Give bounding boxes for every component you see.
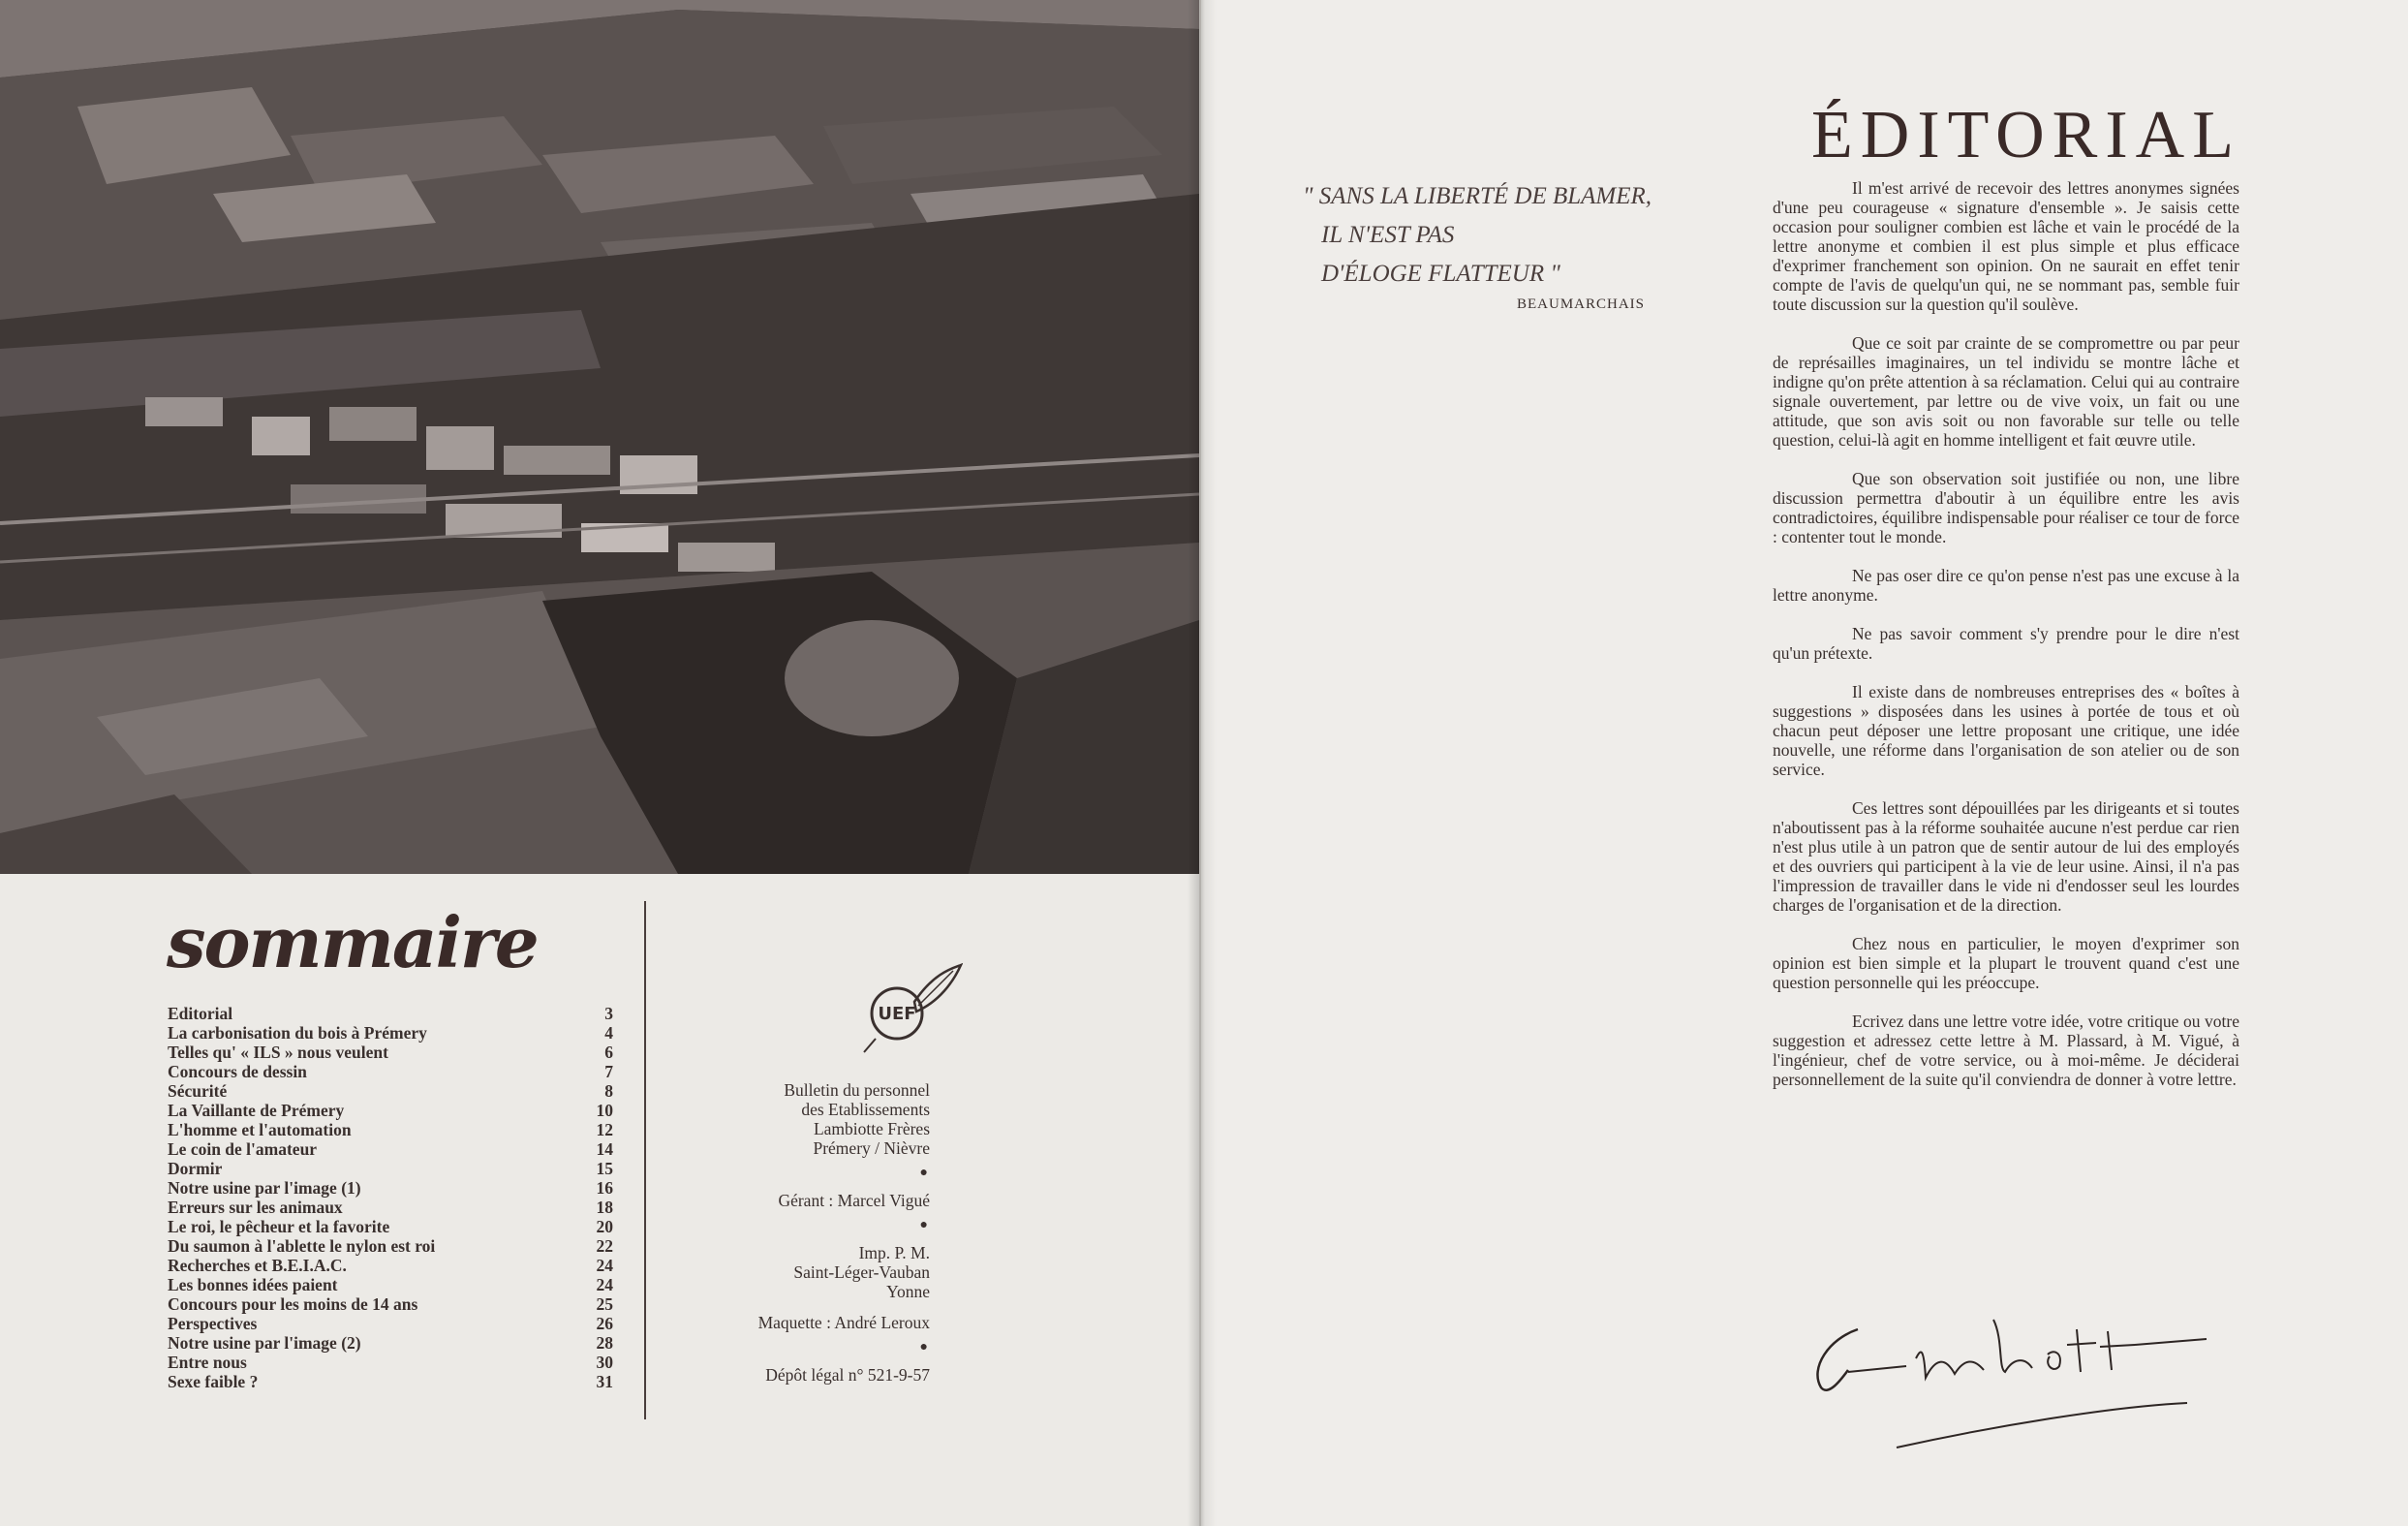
toc-item[interactable] [168,1294,613,1314]
toc-item-label: Le roi, le pêcheur et la favorite [168,1217,390,1236]
editorial-title: ÉDITORIAL [1811,98,2241,172]
editorial-paragraph: Ne pas savoir comment s'y prendre pour le dire n'est qu'un prétexte. [1773,624,2239,663]
toc-item-page: 3 [604,1004,613,1023]
toc-item-label: Sexe faible ? [168,1372,259,1391]
toc-item-label: L'homme et l'automation [168,1120,352,1139]
editorial-paragraph: Il m'est arrivé de recevoir des lettres anonymes signées d'une peu courageuse « signature d'ensemble ». Je saisis cette occasion pour souligner combien est lâche et vain le procédé de la lettre anonyme et combien il est plus simple et plus efficace d'exprimer franchement son opinion. On ne saurait en effet tenir compte de l'avis de quelqu'un qui, ne se nommant pas, semble fuir toute discussion sur la question qu'il soulève. [1773,178,2239,314]
bulletin-line: Prémery / Nièvre [813,1138,930,1158]
imprimeur-line: Imp. P. M. [858,1243,930,1262]
toc-item-page: 30 [596,1353,613,1372]
toc-item-page: 15 [596,1159,613,1178]
bullet-separator: ● [919,1218,928,1232]
toc-item-label: Telles qu' « ILS » nous veulent [168,1043,388,1062]
epigraph-quote [1298,177,1714,294]
toc-item[interactable] [168,1256,613,1275]
toc-item[interactable] [168,1159,613,1178]
table-of-contents [168,1004,613,1391]
bulletin-line: des Etablissements [801,1100,930,1119]
toc-item[interactable] [168,1198,613,1217]
toc-item-page: 8 [604,1081,613,1101]
editorial-paragraph: Ne pas oser dire ce qu'on pense n'est pas une excuse à la lettre anonyme. [1773,566,2239,605]
quote-line: D'ÉLOGE FLATTEUR " [1321,261,1560,287]
toc-item[interactable] [168,1043,613,1062]
uef-quill-logo-icon [856,963,963,1060]
toc-item-page: 22 [596,1236,613,1256]
editorial-body [1773,178,2239,1108]
sommaire-title: sommaire [167,901,538,983]
maquette: Maquette : André Leroux [757,1313,930,1332]
handwritten-signature-icon [1800,1310,2245,1465]
toc-item-label: Erreurs sur les animaux [168,1198,343,1217]
editorial-paragraph: Ces lettres sont dépouillées par les dirigeants et si toutes n'aboutissent pas à la réforme souhaitée aucune n'est perdue car rien n'est plus utile à un patron que de sentir autour de lui des employés et des ouvriers qui participent à la vie de leur usine. Ainsi, il n'a pas l'impression de travailler dans le vide ni d'endosser seul les lourdes charges de l'organisation et de la direction. [1773,798,2239,915]
toc-item-label: Notre usine par l'image (1) [168,1178,361,1198]
toc-item-label: La Vaillante de Prémery [168,1101,345,1120]
toc-item-page: 6 [604,1043,613,1062]
toc-item-page: 10 [596,1101,613,1120]
bulletin-line: Bulletin du personnel [784,1080,930,1100]
quote-line: " SANS LA LIBERTÉ DE BLAMER, [1303,183,1652,209]
imprimeur-line: Saint-Léger-Vauban [793,1262,930,1282]
editorial-paragraph: Que son observation soit justifiée ou non, une libre discussion permettra d'aboutir à un équilibre entre les avis contradictoires, équilibre indispensable pour réaliser ce tour de force : contenter tout le monde. [1773,469,2239,546]
toc-item-page: 24 [596,1275,613,1294]
toc-item[interactable] [168,1236,613,1256]
toc-item-page: 26 [596,1314,613,1333]
left-page [0,0,1199,1526]
toc-item[interactable] [168,1275,613,1294]
book-gutter [1188,0,1217,1526]
depot-legal: Dépôt légal n° 521-9-57 [765,1365,930,1385]
toc-item-page: 24 [596,1256,613,1275]
toc-item[interactable] [168,1004,613,1023]
toc-item-label: Dormir [168,1159,223,1178]
logo-text: UEF [878,1004,916,1024]
bulletin-info [659,1080,930,1158]
toc-item-label: Perspectives [168,1314,258,1333]
toc-item-page: 31 [596,1372,613,1391]
aerial-factory-photo [0,0,1199,874]
toc-item[interactable] [168,1062,613,1081]
quote-line: IL N'EST PAS [1321,222,1455,248]
toc-item-page: 18 [596,1198,613,1217]
toc-item[interactable] [168,1081,613,1101]
toc-item-label: Les bonnes idées paient [168,1275,338,1294]
toc-item-page: 28 [596,1333,613,1353]
toc-item-page: 7 [604,1062,613,1081]
toc-item[interactable] [168,1217,613,1236]
bullet-separator: ● [919,1340,928,1355]
toc-item-page: 4 [604,1023,613,1043]
toc-item[interactable] [168,1178,613,1198]
bulletin-line: Lambiotte Frères [813,1119,930,1138]
editorial-paragraph: Que ce soit par crainte de se compromettre ou par peur de représailles imaginaires, un tel individu se montre lâche et indigne qu'on prête attention à sa réclamation. Celui qui au contraire signale ouvertement, par lettre ou de vive voix, un fait ou une attitude, que son avis soit ou non favorable sur telle ou telle question, celui-là agit en homme intelligent et fait œuvre utile. [1773,333,2239,450]
toc-item-page: 14 [596,1139,613,1159]
editorial-paragraph: Ecrivez dans une lettre votre idée, votre critique ou votre suggestion et adressez cette lettre à M. Plassard, à M. Vigué, à l'ingénieur, chef de votre service, ou à moi-même. Je déciderai personnellement de la suite qu'il conviendra de donner à votre lettre. [1773,1012,2239,1089]
colophon [659,1080,930,1385]
toc-item-page: 12 [596,1120,613,1139]
toc-item-label: Recherches et B.E.I.A.C. [168,1256,347,1275]
toc-item-page: 20 [596,1217,613,1236]
editorial-paragraph: Il existe dans de nombreuses entreprises des « boîtes à suggestions » disposées dans les usines à portée de tous et où chacun peut déposer une lettre proposant une critique, une idée nouvelle, une réforme dans l'organisation de son atelier ou de son service. [1773,682,2239,779]
gerant: Gérant : Marcel Vigué [778,1191,930,1210]
imprimeur-info [659,1243,930,1301]
toc-item-label: Concours de dessin [168,1062,307,1081]
toc-item-label: Sécurité [168,1081,228,1101]
imprimeur-line: Yonne [886,1282,930,1301]
toc-item-label: Du saumon à l'ablette le nylon est roi [168,1236,436,1256]
editorial-paragraph: Chez nous en particulier, le moyen d'exprimer son opinion est bien simple et la plupart le trouvent quand c'est une question personnelle qui les préoccupe. [1773,934,2239,992]
toc-item[interactable] [168,1139,613,1159]
bullet-separator: ● [919,1166,928,1180]
toc-item-label: Editorial [168,1004,233,1023]
toc-item[interactable] [168,1353,613,1372]
column-divider [644,901,646,1419]
toc-item[interactable] [168,1333,613,1353]
toc-item[interactable] [168,1372,613,1391]
toc-item[interactable] [168,1023,613,1043]
toc-item-label: La carbonisation du bois à Prémery [168,1023,427,1043]
toc-item[interactable] [168,1314,613,1333]
toc-item-label: Entre nous [168,1353,247,1372]
toc-item[interactable] [168,1120,613,1139]
toc-item[interactable] [168,1101,613,1120]
toc-item-page: 25 [596,1294,613,1314]
toc-item-page: 16 [596,1178,613,1198]
toc-item-label: Concours pour les moins de 14 ans [168,1294,418,1314]
quote-author: BEAUMARCHAIS [1516,296,1645,312]
toc-item-label: Le coin de l'amateur [168,1139,318,1159]
toc-item-label: Notre usine par l'image (2) [168,1333,361,1353]
